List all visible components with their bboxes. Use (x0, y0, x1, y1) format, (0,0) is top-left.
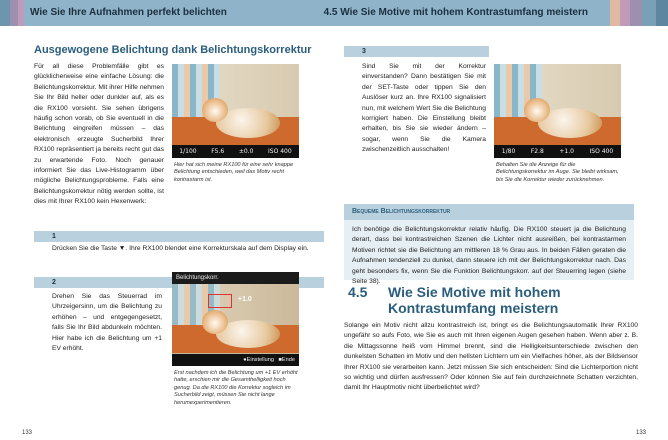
color-stripe (642, 0, 656, 26)
page-number: 133 (22, 430, 33, 436)
cat-head (202, 98, 228, 122)
color-stripe (0, 0, 10, 26)
camera-info-bar (494, 145, 621, 158)
aperture: F2.8 (530, 147, 544, 155)
section-heading: Ausgewogene Belichtung dank Belichtungskorrektur (34, 44, 312, 56)
footer-exit-label: Ende (281, 357, 295, 363)
footer-set-label: Einstellung (246, 357, 274, 363)
header-right-title: 4.5 Wie Sie Motive mit hohem Kontrastumfang meistern (323, 7, 588, 18)
photo-caption: Behalten Sie die Anzeige für die Belichtungskorrektur im Auge. Sie bleibt wirksam, bis Sie die Korrektur wieder zurücknehmen. (496, 162, 619, 183)
step-number-bar (34, 231, 324, 242)
photo-caption: Erst nachdem ich die Belichtung um +1 EV erhöht hatte, erschien mir die Gesamthelligkeit hoch genug. Da die RX100 die Korrektur sogleich im Sucherbild zeigt, müssen Sie nicht lange herumexperimentieren. (174, 370, 298, 406)
step-number-bar (344, 46, 489, 57)
exit-icon: ■ (278, 357, 282, 363)
left-page (0, 26, 334, 440)
color-stripe (610, 0, 620, 26)
menu-footer (172, 354, 299, 366)
iso-value: ISO 400 (268, 147, 292, 155)
header-left-title: Wie Sie Ihre Aufnahmen perfekt belichten (30, 7, 227, 18)
cat-head (524, 98, 550, 122)
color-stripe (10, 0, 18, 26)
color-stripe (630, 0, 642, 26)
color-stripe (18, 0, 24, 26)
step-number: 2 (52, 279, 56, 286)
menu-title-bar (172, 272, 299, 284)
info-box-title: Bequeme Belichtungskorrektur (344, 204, 634, 220)
camera-info-bar (172, 145, 299, 158)
photo-caption: Hier hat sich meine RX100 für eine sehr knappe Belichtung entschieden, weil das Motiv recht kontrastarm ist. (174, 162, 294, 183)
set-icon: ● (243, 357, 247, 363)
step-number: 3 (362, 48, 366, 55)
cat-photo-camera-display (494, 64, 621, 158)
section-body: Solange ein Motiv nicht allzu kontrastreich ist, bringt es die Belichtungsautomatik Ihrer RX100 ungefähr so aufs Foto, wie Sie es auch mit Ihren eigenen Augen gesehen haben. Wenn aber z. B. die Mittagssonne heiß vom Himmel brennt, sind die Helligkeitsunterschiede zwischen den dunkelsten Schatten im Motiv und den hellsten Lichtern um ein Vielfaches höher, als der Bildsensor Ihrer RX100 sie verarbeiten kann. Jetzt müssen Sie sich entscheiden: Sind die Lichterportion nicht so wichtig und dürfen ausfressen? Oder können Sie auf fein durchzeichnete Schatten verzichten, damit Ihr Hauptmotiv nicht überbelichtet wird? (344, 322, 638, 392)
info-box-body: Ich benötige die Belichtungskorrektur relativ häufig. Die RX100 steuert ja die Belichtung derart, dass bei kontrastreichen Szenen die Lichter nicht ausreißen, bei kontrastarmen Motiven richtet sie die Belichtung am mittleren 18 % Grau aus. In beiden Fällen geraten die Aufnahmen tendenziell zu dunkel, dann steuere ich mit der Belichtungskorrektur nach. Das geht besonders fix, wenn Sie die Funktion Belichtungskorr. auf der Steuerring legen (siehe Seite 38). (344, 220, 634, 280)
menu-title: Belichtungskorr. (176, 275, 219, 281)
section-title: Wie Sie Motive mit hohem Kontrastumfang meistern (388, 284, 561, 316)
exposure-value: ±0.0 (238, 147, 254, 155)
cat-photo-camera-display (172, 64, 299, 158)
page-number: 133 (635, 430, 646, 436)
step-text: Drücken Sie die Taste ▼. Ihre RX100 blendet eine Korrekturskala auf dem Display ein. (52, 245, 309, 252)
section-number: 4.5 (348, 284, 368, 300)
iso-value: ISO 400 (589, 147, 614, 155)
step-text: Sind Sie mit der Korrektur einverstanden? Dann bestätigen Sie mit der SET-Taste oder tippen Sie den Auslöser kurz an. Ihre RX100 signalisiert nun, mit welchem Wert Sie die Belichtung korrigiert haben. Die Einstellung bleibt erhalten, bis Sie sie wieder ändern – sogar, wenn Sie die Kamera zwischenzeitlich ausschalten! (362, 63, 486, 154)
step-text: Drehen Sie das Steuerrad im Uhrzeigersinn, um die Belichtung zu erhöhen – und entgegengesetzt, falls Sie Ihr Bild abdunkeln möchten. Hier habe ich die Belichtung um +1 EV erhöht. (52, 293, 162, 353)
intro-paragraph: Für all diese Problemfälle gibt es glücklicherweise eine einfache Lösung: die Belichtungskorrektur. Mit ihrer Hilfe nehmen Sie Ihr Bild heller oder dunkler auf, als es die RX100 vorsieht. Sie sehen übrigens häufig schon vorab, ob Sie eventuell in die Belichtung eingreifen müssen – das elektronisch erzeugte Sucherbild Ihrer RX100 repräsentiert ja bereits recht gut das zu erwartende Foto. Noch genauer informiert Sie das Live-Histogramm über mögliche Belichtungsprobleme. Falls eine Belichtungskorrektur nötig werden sollte, ist dies mit Ihrer RX100 kein Hexenwerk: (34, 63, 164, 206)
running-header (0, 0, 668, 26)
exposure-correction-screen (172, 272, 299, 366)
color-stripe (620, 0, 630, 26)
cat-head (202, 310, 228, 334)
aperture: F5.6 (211, 147, 225, 155)
shutter-speed: 1/100 (179, 147, 197, 155)
shutter-speed: 1/80 (501, 147, 516, 155)
step-number: 1 (52, 233, 56, 240)
right-page (334, 26, 668, 440)
exposure-scale (208, 294, 232, 308)
color-stripe (656, 0, 668, 26)
exposure-value: +1.0 (559, 147, 574, 155)
correction-value: +1.0 (238, 296, 252, 303)
